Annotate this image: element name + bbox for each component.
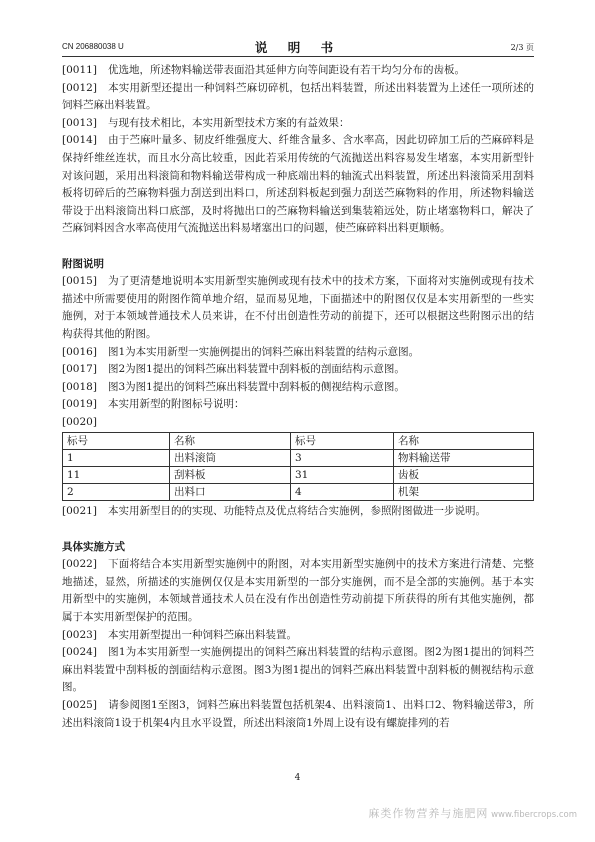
- paragraph-text: 本实用新型的附图标号说明：: [108, 398, 245, 411]
- table-cell: 物料输送带: [394, 450, 534, 467]
- paragraph-text: 由于苎麻叶量多、韧皮纤维强度大、纤维含量多、含水率高，因此切碎加工后的苎麻碎料是保持纤维丝连状，而且水分高比较重，因此若采用传统的气流抛送出料容易发生堵塞，本实用新型针对该问题，采用出料滚筒和物料输送带构成一种底端出料的轴流式出料装置，所述出料滚筒采用刮料板将切碎后的苎麻物料强力刮送到出料口，所述刮料板起到强力刮送苎麻物料的作用，所述物料输送带设于出料滚筒出料口底部，及时将抛出口的苎麻物料输送到集装箱远处，防止堵塞物料口，解决了苎麻饲料因含水率高使用气流抛送出料易堵塞出口的问题，使苎麻碎料出料更顺畅。: [62, 134, 534, 235]
- paragraph-text: 本实用新型还提出一种饲料苎麻切碎机，包括出料装置，所述出料装置为上述任一项所述的饲料苎麻出料装置。: [62, 81, 534, 112]
- spacer: [62, 521, 534, 539]
- site-watermark: [368, 805, 577, 821]
- paragraph-number: [0019]: [62, 398, 97, 411]
- document-body: [62, 62, 534, 732]
- table-row: [63, 450, 534, 467]
- paragraph-0013: [62, 115, 534, 133]
- page-number: 4: [294, 773, 301, 783]
- paragraph-text: 图2为图1提出的饲料苎麻出料装置中刮料板的剖面结构示意图。: [108, 363, 405, 376]
- paragraph-0023: [62, 627, 534, 645]
- watermark-name: 麻类作物营养与施肥网: [368, 807, 489, 820]
- table-header-cell: 名称: [170, 433, 291, 450]
- paragraph-text: 请参阅图1至图3，饲料苎麻出料装置包括机架4、出料滚筒1、出料口2、物料输送带3，所述出料滚筒1设于机架4内且水平设置，所述出料滚筒1外周上设有设有螺旋排列的若: [62, 699, 534, 729]
- header-divider: [62, 56, 534, 57]
- paragraph-0011: [62, 62, 534, 80]
- paragraph-number: [0013]: [62, 116, 97, 129]
- table-header-row: [63, 433, 534, 450]
- paragraph-number: [0017]: [62, 363, 97, 376]
- paragraph-text: 优选地，所述物料输送带表面沿其延伸方向等间距设有若干均匀分布的齿板。: [108, 64, 465, 76]
- table-row: [63, 467, 534, 484]
- table-row: [63, 484, 534, 501]
- patent-number: CN 206880038 U: [62, 42, 124, 51]
- table-cell: 1: [63, 450, 170, 467]
- paragraph-number: [0012]: [62, 81, 97, 94]
- paragraph-0012: [62, 80, 534, 115]
- watermark-url: www.fibercrops.com: [491, 810, 577, 820]
- paragraph-text: 为了更清楚地说明本实用新型实施例或现有技术中的技术方案，下面将对实施例或现有技术描述中所需要使用的附图作简单地介绍，显而易见地，下面描述中的附图仅仅是本实用新型的一些实施例，对于本领域普通技术人员来讲，在不付出创造性劳动的前提下，还可以根据这些附图示出的结构获得其他的附图。: [62, 275, 534, 340]
- paragraph-0020: [62, 414, 534, 432]
- paragraph-0024: [62, 644, 534, 697]
- section-heading-embodiment: 具体实施方式: [62, 540, 125, 553]
- document-title: 说 明 书: [254, 40, 342, 55]
- page-indicator: 2/3 页: [510, 43, 534, 52]
- paragraph-text: 图1为本实用新型一实施例提出的饲料苎麻出料装置的结构示意图。: [108, 345, 420, 358]
- paragraph-number: [0021]: [62, 505, 97, 518]
- table-header-cell: 名称: [394, 433, 534, 450]
- paragraph-0015: [62, 273, 534, 343]
- paragraph-text: 图1为本实用新型一实施例提出的饲料苎麻出料装置的结构示意图。图2为图1提出的饲料苎麻出料装置中刮料板的剖面结构示意图。图3为图1提出的饲料苎麻出料装置中刮料板的侧视结构示意图。: [62, 646, 534, 694]
- page-header: [62, 38, 534, 54]
- section-heading-figures: 附图说明: [62, 257, 104, 270]
- paragraph-0021: [62, 503, 534, 521]
- paragraph-0018: [62, 379, 534, 397]
- paragraph-0025: [62, 697, 534, 732]
- paragraph-0017: [62, 361, 534, 379]
- spacer: [62, 238, 534, 256]
- paragraph-text: 本实用新型目的的实现、功能特点及优点将结合实施例，参照附图做进一步说明。: [108, 505, 486, 518]
- paragraph-number: [0020]: [62, 415, 97, 428]
- table-cell: 31: [291, 467, 394, 484]
- paragraph-number: [0024]: [62, 646, 97, 659]
- table-cell: 11: [63, 467, 170, 484]
- table-header-cell: 标号: [291, 433, 394, 450]
- paragraph-number: [0011]: [62, 64, 97, 76]
- table-cell: 2: [63, 484, 170, 501]
- reference-numeral-table: [62, 432, 534, 501]
- table-cell: 出料滚筒: [170, 450, 291, 467]
- paragraph-number: [0015]: [62, 275, 97, 288]
- paragraph-number: [0014]: [62, 134, 97, 147]
- paragraph-0016: [62, 344, 534, 362]
- paragraph-0014: [62, 132, 534, 238]
- table-cell: 出料口: [170, 484, 291, 501]
- table-header-cell: 标号: [63, 433, 170, 450]
- table-cell: 齿板: [394, 467, 534, 484]
- paragraph-number: [0022]: [62, 558, 97, 571]
- paragraph-0019: [62, 396, 534, 414]
- paragraph-text: 下面将结合本实用新型实施例中的附图，对本实用新型实施例中的技术方案进行清楚、完整地描述，显然，所描述的实施例仅仅是本实用新型的一部分实施例，而不是全部的实施例。基于本实用新型中的实施例，本领域普通技术人员在没有作出创造性劳动前提下所获得的所有其他实施例，都属于本实用新型保护的范围。: [62, 558, 534, 624]
- paragraph-number: [0016]: [62, 345, 97, 358]
- paragraph-number: [0025]: [62, 699, 97, 711]
- table-cell: 4: [291, 484, 394, 501]
- paragraph-text: 本实用新型提出一种饲料苎麻出料装置。: [108, 628, 297, 641]
- paragraph-0022: [62, 556, 534, 626]
- table-cell: 机架: [394, 484, 534, 501]
- paragraph-text: 与现有技术相比，本实用新型技术方案的有益效果：: [108, 116, 350, 129]
- table-cell: 刮料板: [170, 467, 291, 484]
- table-cell: 3: [291, 450, 394, 467]
- paragraph-number: [0023]: [62, 628, 97, 641]
- paragraph-text: 图3为图1提出的饲料苎麻出料装置中刮料板的侧视结构示意图。: [108, 380, 405, 393]
- paragraph-number: [0018]: [62, 380, 97, 393]
